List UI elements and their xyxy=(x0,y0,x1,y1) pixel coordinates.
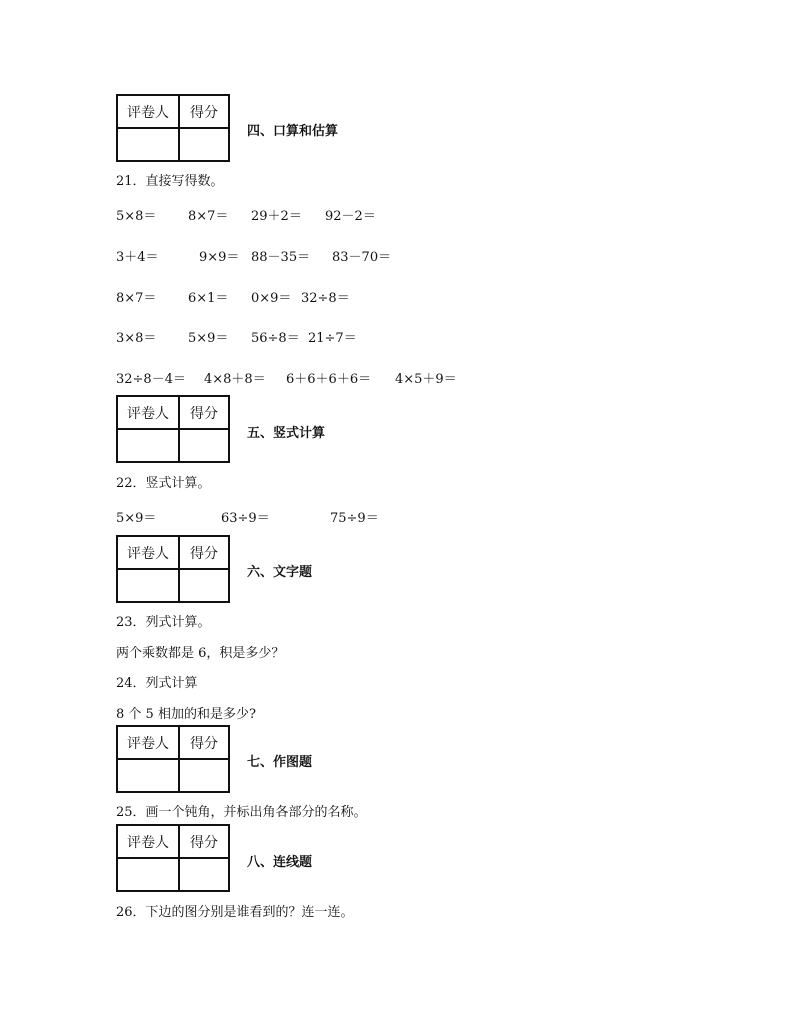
question-24: 24．列式计算 xyxy=(116,676,198,691)
calc-item: 4×8＋8＝ xyxy=(204,372,266,387)
score-cell[interactable] xyxy=(179,429,229,462)
score-label: 得分 xyxy=(179,825,229,858)
calc-item: 8×7＝ xyxy=(116,291,157,306)
reviewer-cell[interactable] xyxy=(117,429,179,462)
section-title-6: 六、文字题 xyxy=(247,565,313,580)
score-label: 得分 xyxy=(179,726,229,759)
section-title-8: 八、连线题 xyxy=(247,855,313,870)
question-21: 21．直接写得数。 xyxy=(116,174,224,189)
score-table-8 xyxy=(116,824,230,892)
reviewer-label: 评卷人 xyxy=(117,396,179,429)
score-table-7 xyxy=(116,725,230,793)
reviewer-cell[interactable] xyxy=(117,128,179,161)
calc-item: 32÷8＝ xyxy=(301,291,350,306)
calc-item: 9×9＝ xyxy=(199,250,240,265)
calc-item: 5×8＝ xyxy=(116,209,157,224)
score-table-6 xyxy=(116,535,230,603)
calc-item: 29＋2＝ xyxy=(251,209,302,224)
score-table-4 xyxy=(116,94,230,162)
calc-item: 88－35＝ xyxy=(251,250,311,265)
calc-item: 5×9＝ xyxy=(116,511,157,526)
section-title-5: 五、竖式计算 xyxy=(247,426,326,441)
score-cell[interactable] xyxy=(179,128,229,161)
score-table-5 xyxy=(116,395,230,463)
score-cell[interactable] xyxy=(179,858,229,891)
score-label: 得分 xyxy=(179,95,229,128)
reviewer-cell[interactable] xyxy=(117,858,179,891)
calc-item: 75÷9＝ xyxy=(330,511,379,526)
reviewer-cell[interactable] xyxy=(117,759,179,792)
calc-item: 92－2＝ xyxy=(325,209,376,224)
calc-item: 3＋4＝ xyxy=(116,250,159,265)
calc-item: 21÷7＝ xyxy=(308,331,357,346)
calc-item: 8×7＝ xyxy=(188,209,229,224)
section-title-4: 四、口算和估算 xyxy=(247,124,339,139)
calc-item: 5×9＝ xyxy=(188,331,229,346)
reviewer-cell[interactable] xyxy=(117,569,179,602)
score-label: 得分 xyxy=(179,536,229,569)
calc-item: 63÷9＝ xyxy=(221,511,270,526)
question-23: 23．列式计算。 xyxy=(116,615,211,630)
reviewer-label: 评卷人 xyxy=(117,825,179,858)
calc-item: 0×9＝ xyxy=(251,291,292,306)
question-25: 25．画一个钝角，并标出角各部分的名称。 xyxy=(116,805,367,820)
calc-item: 6×1＝ xyxy=(188,291,229,306)
score-cell[interactable] xyxy=(179,759,229,792)
question-23-text: 两个乘数都是 6，积是多少？ xyxy=(116,646,285,661)
calc-item: 6＋6＋6＋6＝ xyxy=(286,372,372,387)
calc-item: 56÷8＝ xyxy=(251,331,300,346)
calc-item: 3×8＝ xyxy=(116,331,157,346)
question-26: 26．下边的图分别是谁看到的？连一连。 xyxy=(116,905,354,920)
reviewer-label: 评卷人 xyxy=(117,95,179,128)
score-cell[interactable] xyxy=(179,569,229,602)
calc-item: 32÷8－4＝ xyxy=(116,372,186,387)
reviewer-label: 评卷人 xyxy=(117,536,179,569)
section-title-7: 七、作图题 xyxy=(247,755,313,770)
calc-item: 4×5＋9＝ xyxy=(395,372,457,387)
question-24-text: 8 个 5 相加的和是多少? xyxy=(116,707,256,722)
reviewer-label: 评卷人 xyxy=(117,726,179,759)
score-label: 得分 xyxy=(179,396,229,429)
calc-item: 83－70＝ xyxy=(332,250,392,265)
question-22: 22．竖式计算。 xyxy=(116,476,211,491)
